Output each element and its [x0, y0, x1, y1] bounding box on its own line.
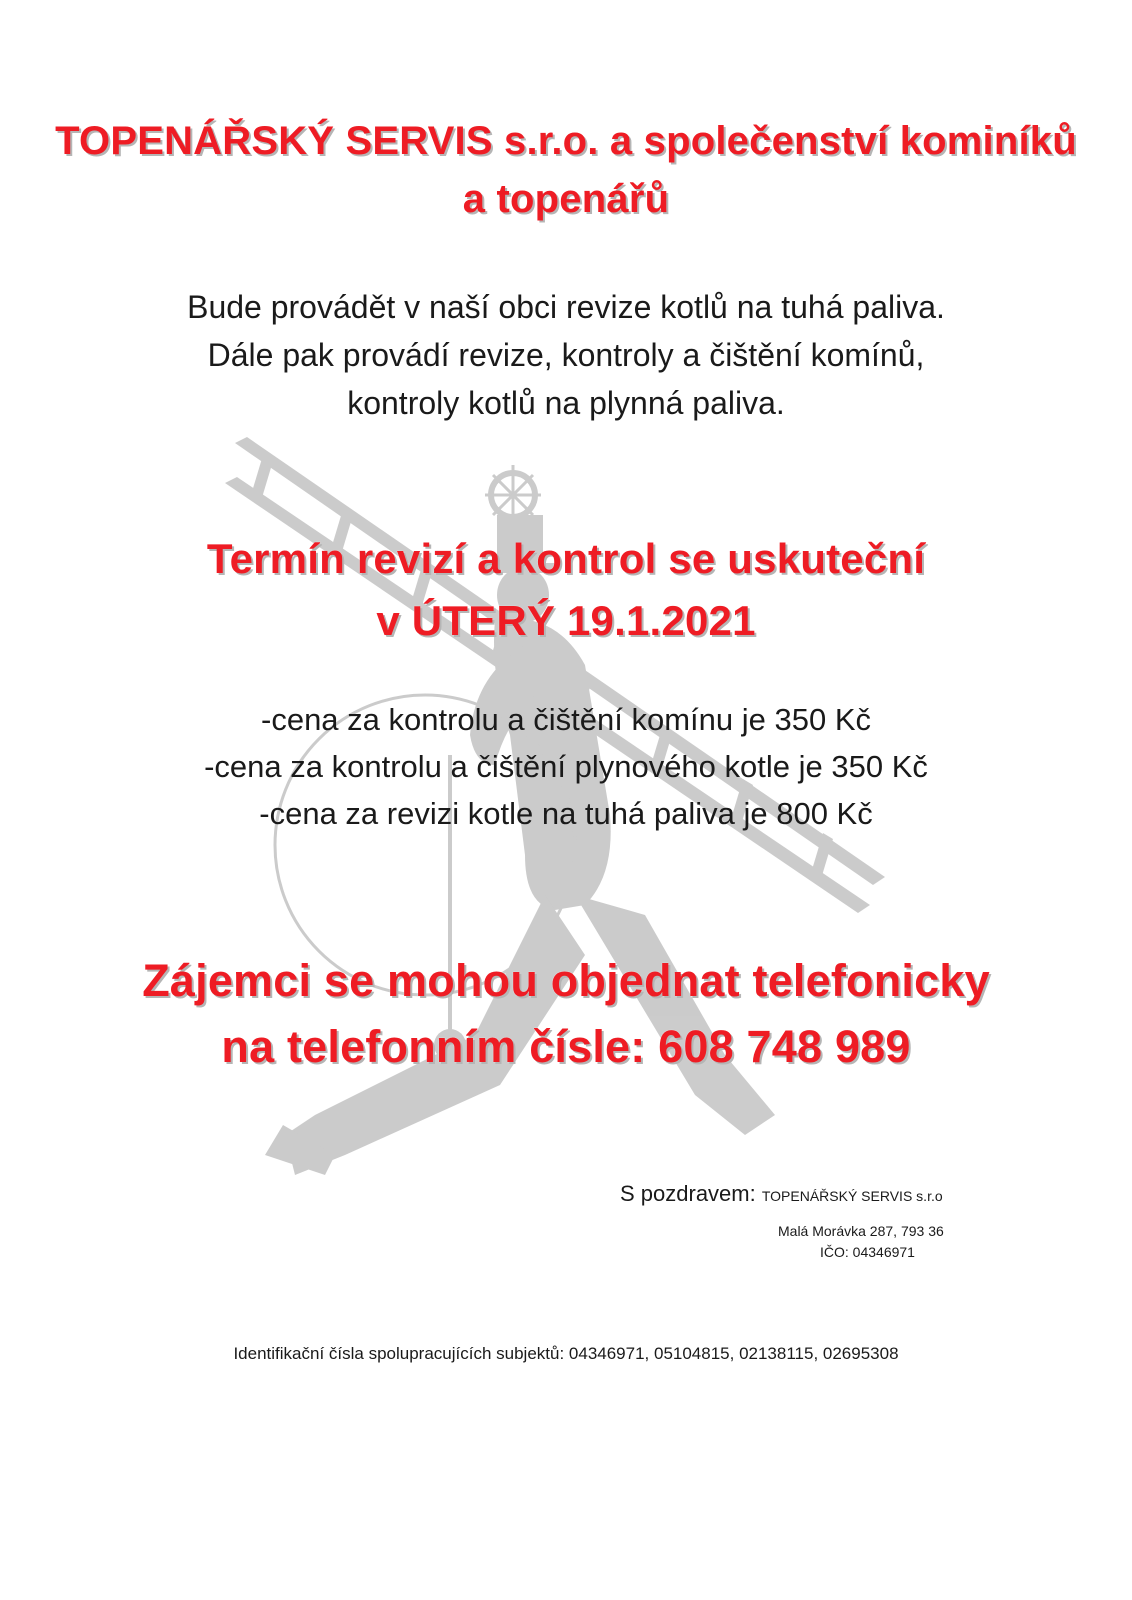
contact-line-1: Zájemci se mohou objednat telefonicky	[142, 955, 990, 1006]
term-line-1: Termín revizí a kontrol se uskuteční	[206, 535, 926, 582]
price-item-gas-boiler: -cena za kontrolu a čištění plynového kotle je 350 Kč	[204, 749, 928, 784]
intro-line-3: kontroly kotlů na plynná paliva.	[347, 385, 785, 421]
signature-line	[620, 1181, 943, 1207]
term-line-2: v ÚTERÝ 19.1.2021	[376, 597, 756, 644]
intro-line-2: Dále pak provádí revize, kontroly a čištění komínů,	[207, 337, 925, 373]
intro-paragraph	[0, 283, 1132, 427]
title-line-1: TOPENÁŘSKÝ SERVIS s.r.o. a společenství kominíků	[55, 119, 1077, 163]
contact-heading	[0, 948, 1132, 1080]
title-line-2: a topenářů	[462, 177, 670, 221]
price-item-chimney: -cena za kontrolu a čištění komínu je 350 Kč	[261, 702, 871, 737]
signature-company: TOPENÁŘSKÝ SERVIS s.r.o	[761, 1188, 943, 1204]
signature-ico: IČO: 04346971	[820, 1244, 915, 1260]
price-list	[0, 696, 1132, 837]
price-item-solid-fuel-boiler: -cena za revizi kotle na tuhá paliva je 800 Kč	[259, 796, 873, 831]
contact-line-2: na telefonním čísle: 608 748 989	[221, 1021, 911, 1072]
company-title	[0, 112, 1132, 228]
intro-line-1: Bude provádět v naší obci revize kotlů na tuhá paliva.	[187, 289, 945, 325]
footer-ids: Identifikační čísla spolupracujících subjektů: 04346971, 05104815, 02138115, 02695308	[233, 1344, 899, 1363]
inspection-date-heading	[0, 528, 1132, 652]
signature-address: Malá Morávka 287, 793 36	[778, 1223, 944, 1239]
signature-greeting: S pozdravem:	[620, 1181, 756, 1206]
